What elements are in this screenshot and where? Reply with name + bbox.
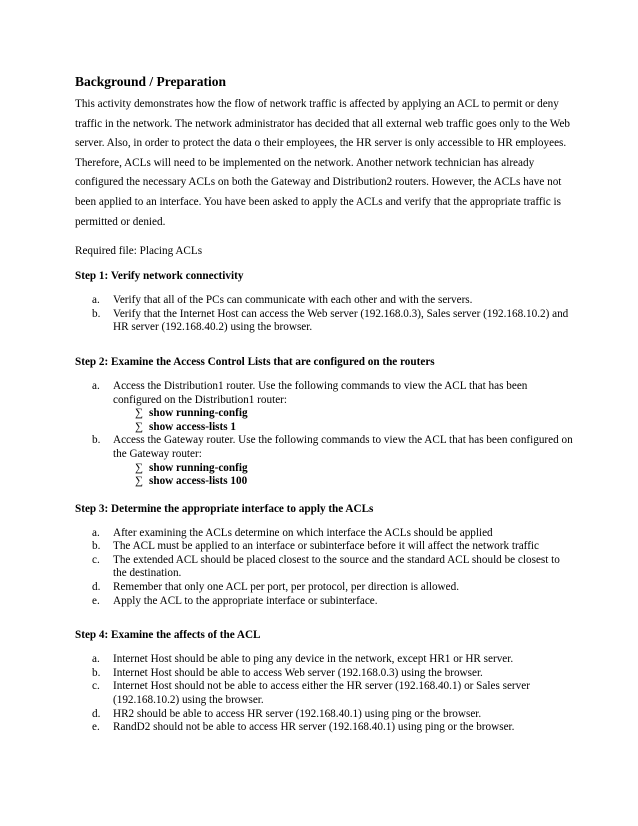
item-marker: b. — [92, 434, 101, 447]
item-text: Access the Distribution1 router. Use the following commands to view the ACL that has been configured on the Distribution1 router: — [113, 379, 528, 406]
command-item — [113, 475, 575, 489]
step-3-section — [75, 502, 575, 609]
list-item — [75, 581, 575, 595]
list-item — [75, 595, 575, 609]
step-1-list — [75, 294, 575, 335]
list-item — [75, 380, 575, 434]
background-heading: Background / Preparation — [75, 74, 227, 89]
list-item — [75, 294, 575, 308]
item-text: The ACL must be applied to an interface or subinterface before it will affect the network traffic — [113, 540, 539, 553]
background-paragraph: This activity demonstrates how the flow of network traffic is affected by applying an ACL to permit or deny traffic in the network. The network administrator has decided that all external web traffic goes only to the Web server. Also, in order to protect the data o their employees, the HR server is only accessible to HR employees. Therefore, ACLs will need to be implemented on the network. Another network technician has already configured the necessary ACLs on both the Gateway and Distribution2 routers. However, the ACLs have not been applied to an interface. You have been asked to apply the ACLs and verify that the appropriate traffic is permitted or denied. — [75, 98, 571, 228]
item-text: After examining the ACLs determine on which interface the ACLs should be applied — [113, 526, 493, 539]
item-marker: e. — [92, 721, 100, 734]
item-marker: d. — [92, 707, 101, 720]
required-file: Required file: Placing ACLs — [75, 245, 203, 258]
command-list — [113, 462, 575, 489]
document-page — [75, 74, 575, 735]
list-item — [75, 680, 575, 707]
command-item — [113, 421, 575, 435]
step-2-heading: Step 2: Examine the Access Control Lists that are configured on the routers — [75, 355, 435, 368]
item-marker: a. — [92, 653, 100, 666]
step-2-list — [75, 380, 575, 489]
item-marker: b. — [92, 307, 101, 320]
item-text: Internet Host should be able to ping any device in the network, except HR1 or HR server. — [113, 653, 514, 666]
item-marker: e. — [92, 594, 100, 607]
bullet-icon: ∑ — [135, 407, 143, 420]
list-item — [75, 540, 575, 554]
item-text: Verify that all of the PCs can communicate with each other and with the servers. — [113, 294, 473, 307]
command-text: show running-config — [149, 407, 248, 420]
item-text: Access the Gateway router. Use the following commands to view the ACL that has been configured on the Gateway router: — [113, 434, 573, 460]
item-text: Apply the ACL to the appropriate interface or subinterface. — [113, 594, 378, 607]
item-marker: a. — [92, 379, 100, 392]
command-text: show running-config — [149, 461, 248, 474]
command-text: show access-lists 1 — [149, 420, 237, 433]
item-marker: b. — [92, 666, 101, 679]
item-marker: c. — [92, 553, 100, 566]
list-item — [75, 554, 575, 581]
step-1-heading: Step 1: Verify network connectivity — [75, 270, 244, 283]
item-marker: a. — [92, 294, 100, 307]
item-text: Verify that the Internet Host can access the Web server (192.168.0.3), Sales server (192.168.10.2) and HR server (192.168.40.2) using the browser. — [113, 307, 569, 334]
step-1-section — [75, 269, 575, 335]
item-text: The extended ACL should be placed closest to the source and the standard ACL should be closest to the destination. — [113, 553, 560, 580]
item-text: HR2 should be able to access HR server (192.168.40.1) using ping or the browser. — [113, 707, 482, 720]
command-list — [113, 407, 575, 434]
list-item — [75, 434, 575, 488]
list-item — [75, 708, 575, 722]
bullet-icon: ∑ — [135, 461, 143, 474]
item-marker: b. — [92, 540, 101, 553]
step-4-list — [75, 653, 575, 735]
list-item — [75, 308, 575, 335]
bullet-icon: ∑ — [135, 475, 143, 488]
command-item — [113, 462, 575, 476]
item-marker: d. — [92, 581, 101, 594]
item-text: Internet Host should not be able to access either the HR server (192.168.40.1) or Sales server (192.168.10.2) using the browser. — [113, 680, 530, 707]
step-3-list — [75, 527, 575, 609]
item-text: Remember that only one ACL per port, per protocol, per direction is allowed. — [113, 581, 459, 594]
command-item — [113, 407, 575, 421]
list-item — [75, 653, 575, 667]
list-item — [75, 527, 575, 541]
step-4-section — [75, 628, 575, 735]
list-item — [75, 667, 575, 681]
step-2-section — [75, 355, 575, 489]
command-text: show access-lists 100 — [149, 475, 248, 488]
list-item — [75, 721, 575, 735]
step-4-heading: Step 4: Examine the affects of the ACL — [75, 629, 261, 642]
bullet-icon: ∑ — [135, 420, 143, 433]
item-marker: a. — [92, 526, 100, 539]
item-marker: c. — [92, 680, 100, 693]
step-3-heading: Step 3: Determine the appropriate interface to apply the ACLs — [75, 502, 374, 515]
item-text: Internet Host should be able to access Web server (192.168.0.3) using the browser. — [113, 666, 483, 679]
item-text: RandD2 should not be able to access HR server (192.168.40.1) using ping or the browser. — [113, 721, 515, 734]
